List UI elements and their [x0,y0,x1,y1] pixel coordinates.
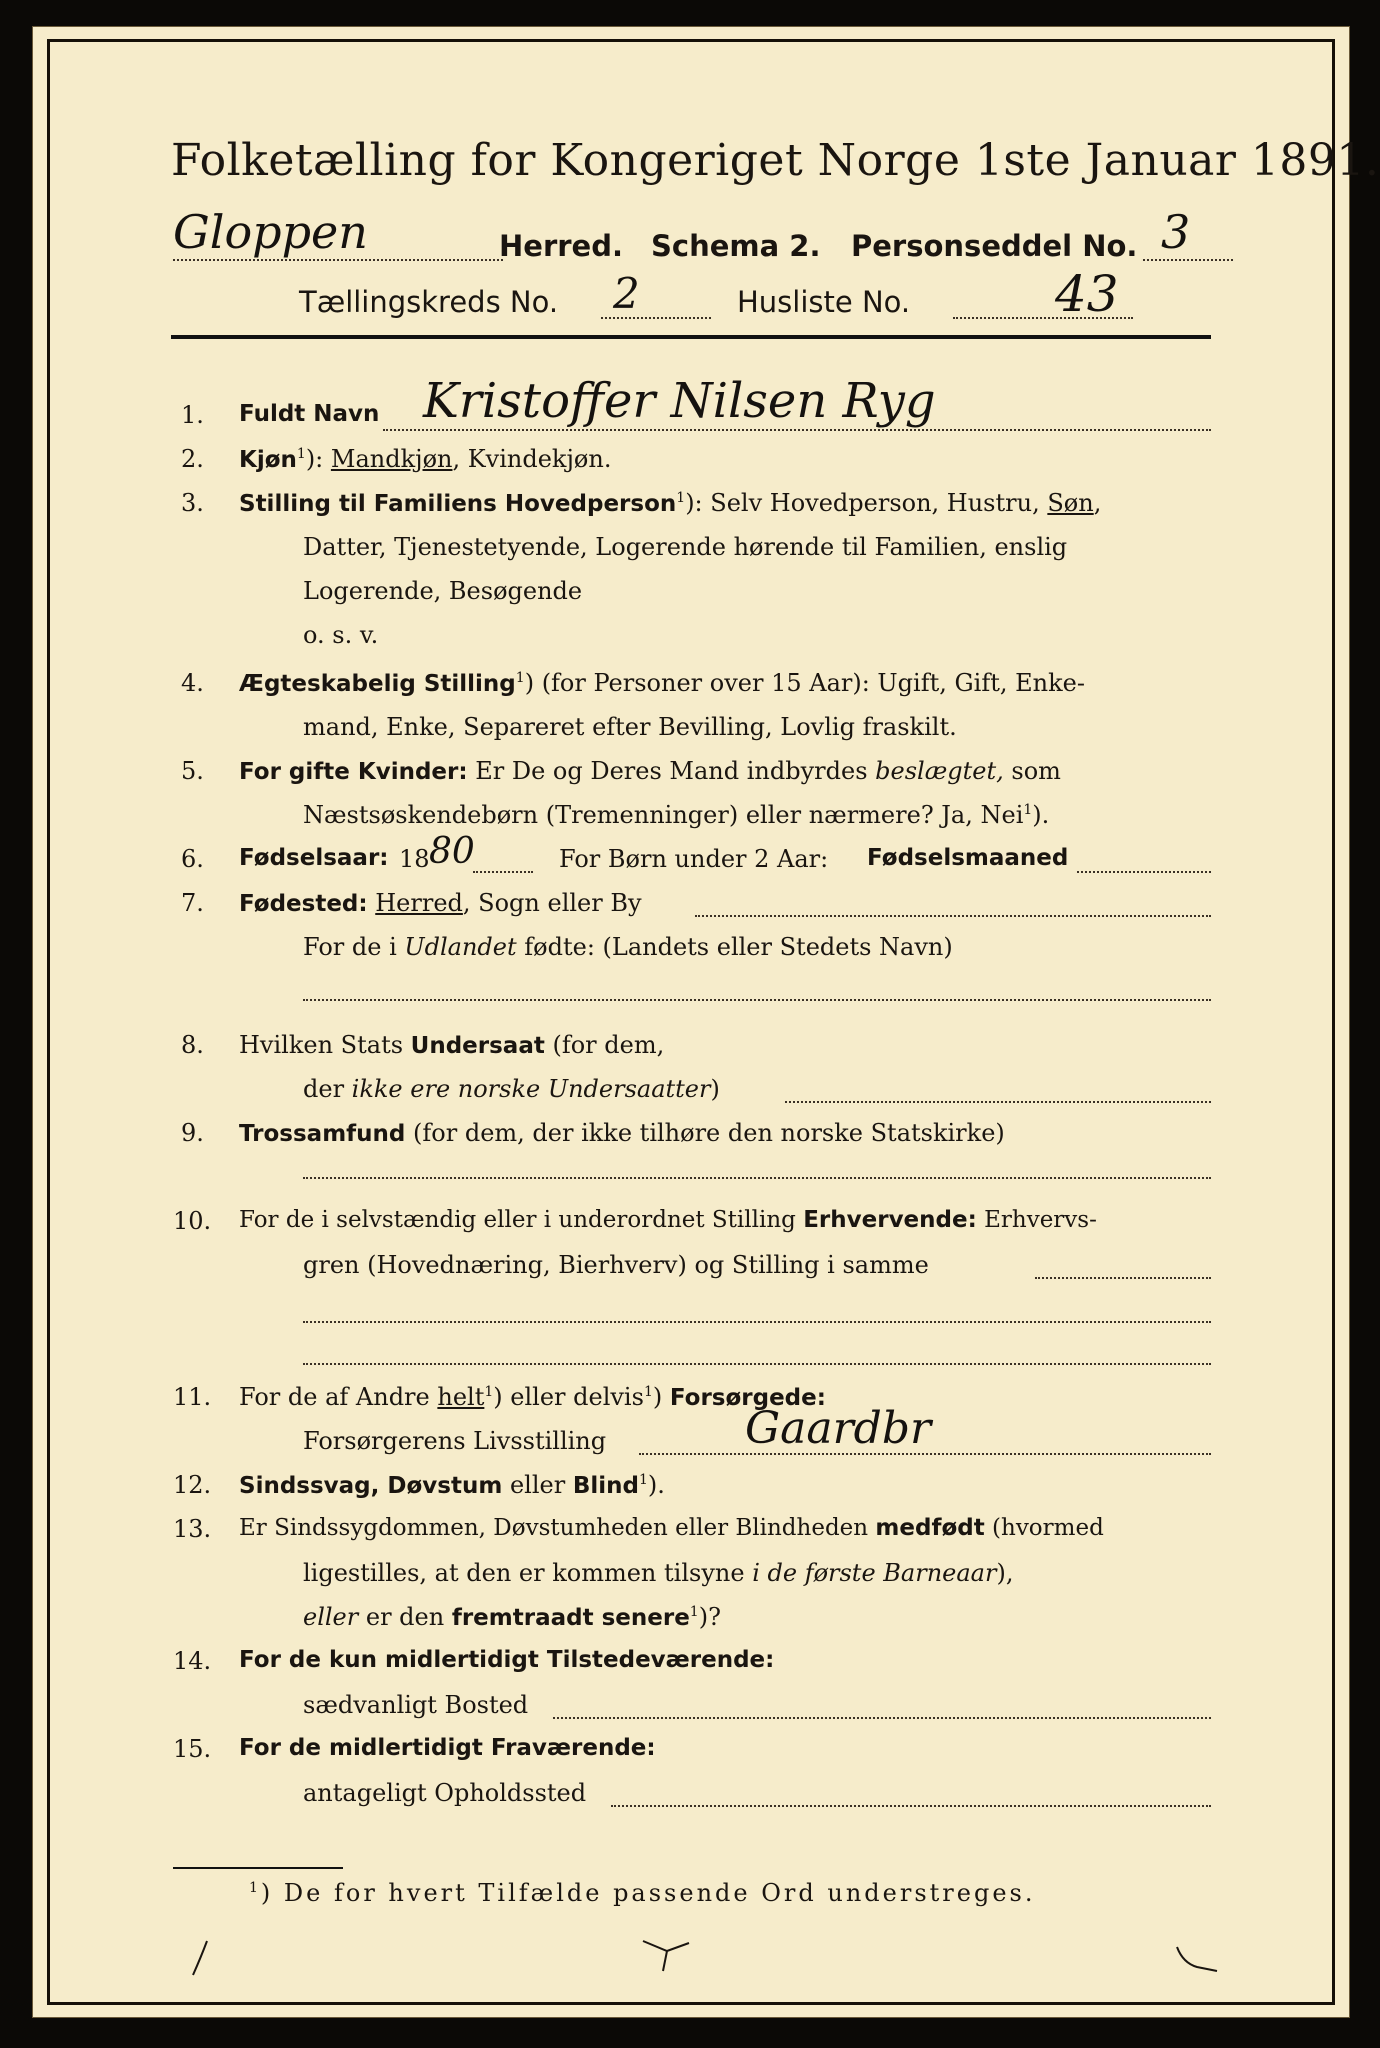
item-13-line2b: ), [996,1559,1014,1587]
item-5-beslaegtet: beslægtet, [875,757,1004,785]
item-5-number: 5. [181,757,204,785]
item-11-sup-b: 1 [643,1384,653,1400]
item-15-dotted-line [611,1805,1211,1807]
item-2-sup: 1 [296,446,306,462]
item-4-line2: mand, Enke, Separeret efter Bevilling, Lovlig fraskilt. [303,713,957,741]
item-5-line2: Næstsøskendebørn (Tremenninger) eller nærmere? Ja, Nei [303,801,1024,829]
item-11-number: 11. [173,1383,212,1411]
item-2-number: 2. [181,445,204,473]
item-11-text-a: For de af Andre [239,1383,438,1411]
item-14-dotted-line [553,1717,1211,1719]
item-3-text: Selv Hovedperson, Hustru, [710,489,1048,517]
item-13-line3b: )? [698,1603,721,1631]
item-11-sup-a: 1 [484,1384,494,1400]
item-1-label: Fuldt Navn [239,401,380,427]
pen-marks [173,1927,1233,1987]
item-4-label: Ægteskabelig Stilling [239,671,516,697]
item-5-close: ). [1032,801,1050,829]
item-2-kvindekjon: , Kvindekjøn. [452,445,612,473]
item-13-line3a: er den [358,1603,452,1631]
item-12-label2: Blind [572,1473,639,1499]
item-13-line2-italic: i de første Barneaar [752,1559,997,1587]
herred-handwritten: Gloppen [173,205,368,259]
item-8-number: 8. [181,1031,204,1059]
form-title: Folketælling for Kongeriget Norge 1ste Januar 1891. [171,135,1380,186]
item-4-row [239,669,1085,697]
item-5-label: For gifte Kvinder: [239,759,468,785]
item-12-row [239,1471,665,1499]
item-5-som: som [1003,757,1061,785]
item-10-row [239,1207,1097,1233]
taellingskreds-label: Tællingskreds No. [299,285,559,319]
item-6-label2: Fødselsmaaned [867,845,1069,871]
item-4-paren: ) [524,669,542,697]
item-10-text: For de i selvstændig eller i underordnet Stilling [239,1207,804,1233]
herred-dotted-line [173,259,503,261]
item-7-line2a: For de i [303,933,405,961]
item-3-line2: Datter, Tjenestetyende, Logerende hørende til Familien, enslig [303,533,1068,561]
item-10-line2: gren (Hovednæring, Bierhverv) og Stilling i samme [303,1251,929,1279]
item-13-label: medfødt [875,1515,985,1541]
item-9-text: (for dem, der ikke tilhøre den norske Statskirke) [413,1119,1005,1147]
item-8-line2-italic: ikke ere norske Undersaatter [351,1075,711,1103]
item-8-line2-row [303,1075,720,1103]
item-13-sup: 1 [689,1604,699,1620]
item-6-number: 6. [181,845,204,873]
form-border [47,39,1335,2005]
item-12-sup: 1 [638,1472,648,1488]
item-3-line4: o. s. v. [303,621,379,649]
item-8-line2a: der [303,1075,352,1103]
item-5-row [239,757,1061,785]
item-2-colon: ): [305,445,331,473]
item-7-row [239,889,642,917]
item-13-text-b: (hvormed [984,1515,1104,1541]
personseddel-dotted-line [1143,259,1233,261]
item-7-number: 7. [181,889,204,917]
item-12-label: Sindssvag, Døvstum [239,1473,503,1499]
item-11-dotted-line [639,1453,1211,1455]
item-8-dotted-line [785,1101,1211,1103]
item-1-number: 1. [181,401,204,429]
census-form-sheet [32,26,1380,2018]
item-4-sup: 1 [515,670,525,686]
item-2-label: Kjøn [239,447,297,473]
item-10-number: 10. [173,1207,212,1235]
item-6-year-handwritten: 80 [429,831,475,872]
item-3-number: 3. [181,489,204,517]
item-6-label: Fødselsaar: [239,845,389,871]
item-12-end: ). [647,1471,665,1499]
item-15-number: 15. [173,1735,212,1763]
item-8-label: Undersaat [410,1033,545,1059]
item-7-text: , Sogn eller By [462,889,642,917]
item-10-blank-line-2 [303,1363,1211,1365]
item-3-row [239,489,1101,517]
item-13-text-a: Er Sindssygdommen, Døvstumheden eller Blindheden [239,1515,876,1541]
husliste-handwritten: 43 [1055,265,1119,323]
taellingskreds-handwritten: 2 [613,269,640,318]
item-15-line2: antageligt Opholdssted [303,1779,587,1807]
item-11-label: Forsørgede: [669,1385,826,1411]
herred-label: Herred. [499,229,623,263]
item-5-sup: 1 [1023,802,1033,818]
husliste-dotted-line [953,317,1133,319]
item-2-mandkjon: Mandkjøn [330,445,453,473]
item-9-row [239,1119,1005,1147]
personseddel-label: Personseddel No. [851,229,1138,263]
item-14-number: 14. [173,1647,212,1675]
item-9-label: Trossamfund [239,1121,406,1147]
item-14-label: For de kun midlertidigt Tilstedeværende: [239,1647,775,1673]
item-8-text-b: (for dem, [544,1031,665,1059]
item-7-line2-row [303,933,953,961]
header-rule [171,335,1211,339]
item-1-name-handwritten: Kristoffer Nilsen Ryg [423,373,936,429]
husliste-label: Husliste No. [737,285,911,319]
item-8-row [239,1031,664,1059]
item-6-year-prefix: 18 [399,845,430,873]
item-12-text: eller [502,1471,573,1499]
item-5-line2-row [303,801,1049,829]
footnote-close: ) [260,1879,284,1907]
item-3-sup: 1 [676,490,686,506]
item-9-space [405,1119,413,1147]
item-3-line3: Logerende, Besøgende [303,577,583,605]
item-9-number: 9. [181,1119,204,1147]
item-2-row [239,445,611,473]
item-7-label: Fødested: [239,891,368,917]
item-6-year-dots [473,871,533,873]
item-13-label2: fremtraadt senere [451,1605,690,1631]
item-4-text: (for Personer over 15 Aar): Ugift, Gift, Enke- [541,669,1085,697]
item-3-son: Søn [1047,489,1094,517]
item-13-line2a: ligestilles, at den er kommen tilsyne [303,1559,753,1587]
taellingskreds-dotted-line [601,317,711,319]
footnote-text: De for hvert Tilfælde passende Ord understreges. [283,1879,1036,1907]
footnote-rule [173,1867,343,1869]
item-11-line2: Forsørgerens Livsstilling [303,1427,607,1455]
item-9-blank-line [303,1177,1211,1179]
item-8-line2b: ) [710,1075,720,1103]
item-7-blank-line [303,999,1211,1001]
footnote-sup: 1 [249,1880,261,1896]
item-8-text-a: Hvilken Stats [239,1031,411,1059]
item-7-herred: Herred [375,889,463,917]
schema-label: Schema 2. [651,229,821,263]
item-10-blank-line-1 [303,1321,1211,1323]
item-13-eller: eller [303,1603,359,1631]
footnote-row [249,1879,1035,1907]
item-7-line2b: fødte: (Landets eller Stedets Navn) [516,933,953,961]
item-12-number: 12. [173,1471,212,1499]
item-3-paren: ): [685,489,711,517]
item-6-month-dots [1077,871,1211,873]
item-7-dotted-line [695,915,1211,917]
item-13-row [239,1515,1104,1541]
item-11-text-c: ) [652,1383,670,1411]
item-6-text: For Børn under 2 Aar: [559,845,829,873]
item-3-label: Stilling til Familiens Hovedperson [239,491,677,517]
item-13-line2-row [303,1559,1013,1587]
item-13-number: 13. [173,1515,212,1543]
item-11-text-b: ) eller delvis [493,1383,644,1411]
item-10-dotted-line [1035,1277,1211,1279]
item-5-text: Er De og Deres Mand indbyrdes [475,757,876,785]
item-13-line3-row [303,1603,721,1631]
item-3-comma: , [1093,489,1102,517]
item-11-handwritten: Gaardbr [745,1403,932,1454]
item-1-dotted-line [383,429,1211,431]
personseddel-handwritten: 3 [1161,205,1191,259]
item-10-text-end: Erhvervs- [976,1207,1097,1233]
item-11-helt: helt [437,1383,485,1411]
item-4-number: 4. [181,669,204,697]
item-10-label: Erhvervende: [803,1207,977,1233]
item-11-row [239,1383,826,1411]
item-14-line2: sædvanligt Bosted [303,1691,529,1719]
item-7-udlandet: Udlandet [404,933,517,961]
item-15-label: For de midlertidigt Fraværende: [239,1735,656,1761]
